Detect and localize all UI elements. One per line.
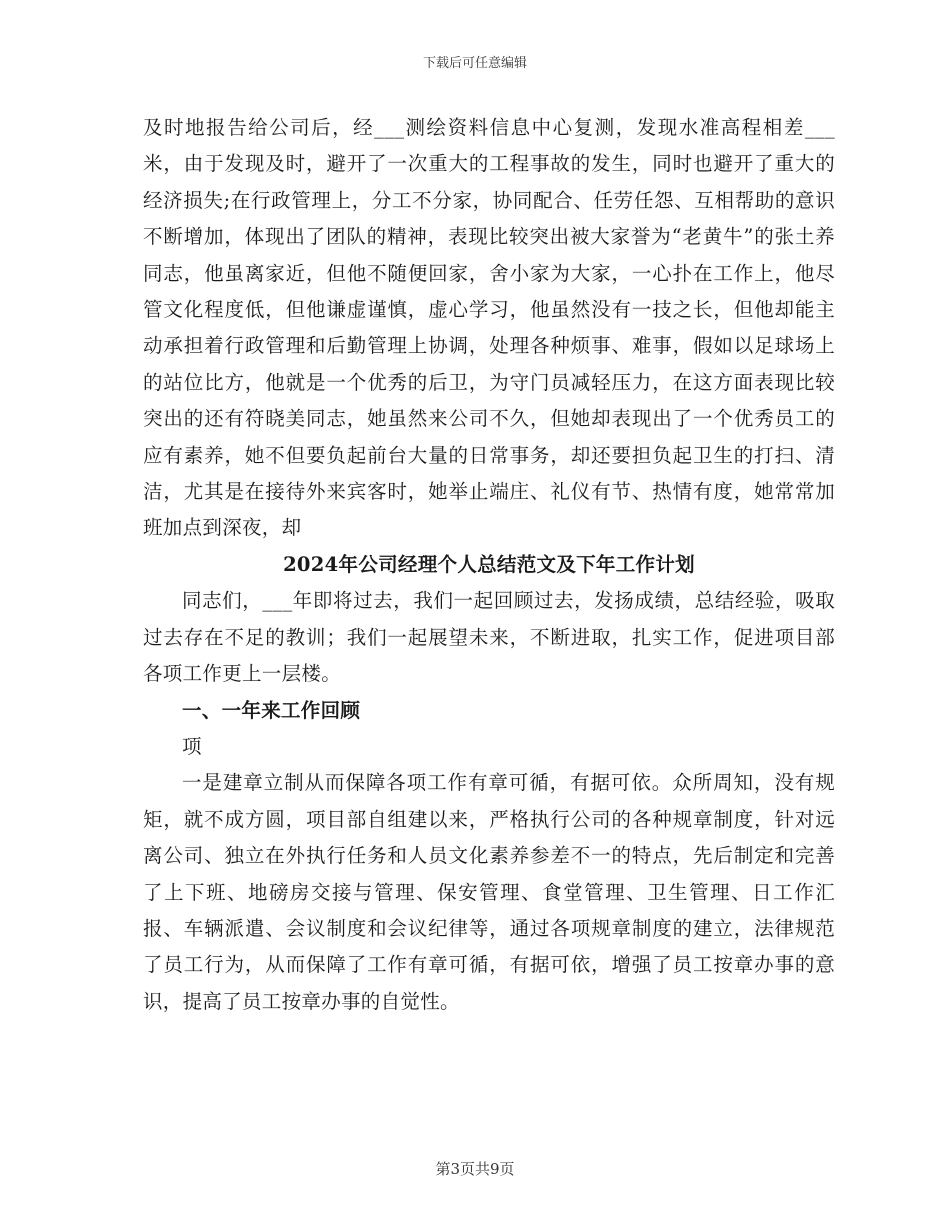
page-number: 第3页共9页: [435, 1160, 515, 1178]
page-header: 下载后可任意编辑: [422, 56, 527, 71]
paragraph-item: 项: [182, 734, 202, 758]
paragraph-rules: 一是建章立制从而保障各项工作有章可循，有据可依。众所周知，没有规矩，就不成方圆，项目部自组建以来，严格执行公司的各种规章制度，针对远离公司、独立在外执行任务和人员文化素养参差不一的特点，先后制定和完善了上下班、地磅房交接与管理、保安管理、食堂管理、卫生管理、日工作汇报、车辆派遣、会议制度和会议纪律等，通过各项规章制度的建立，法律规范了员工行为，从而保障了工作有章可循，有据可依，增强了员工按章办事的意识，提高了员工按章办事的自觉性。: [143, 771, 835, 1013]
document-title: 2024年公司经理个人总结范文及下年工作计划: [283, 552, 695, 576]
document-body: [143, 110, 835, 1020]
paragraph-continued: 及时地报告给公司后，经___测绘资料信息中心复测，发现水准高程相差___米，由于发现及时，避开了一次重大的工程事故的发生，同时也避开了重大的经济损失;在行政管理上，分工不分家，协同配合、任劳任怨、互相帮助的意识不断增加，体现出了团队的精神，表现比较突出被大家誉为“老黄牛”的张土养同志，他虽离家近，但他不随便回家，舍小家为大家，一心扑在工作上，他尽管文化程度低，但他谦虚谨慎，虚心学习，他虽然没有一技之长，但他却能主动承担着行政管理和后勤管理上协调，处理各种烦事、难事，假如以足球场上的站位比方，他就是一个优秀的后卫，为守门员减轻压力，在这方面表现比较突出的还有符晓美同志，她虽然来公司不久，但她却表现出了一个优秀员工的应有素养，她不但要负起前台大量的日常事务，却还要担负起卫生的打扫、清洁，尤其是在接待外来宾客时，她举止端庄、礼仪有节、热情有度，她常常加班加点到深夜，却: [143, 116, 835, 540]
paragraph-intro: 同志们，___年即将过去，我们一起回顾过去，发扬成绩，总结经验，吸取过去存在不足的教训；我们一起展望未来，不断进取，扎实工作，促进项目部各项工作更上一层楼。: [143, 589, 835, 686]
section-heading: 一、一年来工作回顾: [182, 698, 361, 722]
